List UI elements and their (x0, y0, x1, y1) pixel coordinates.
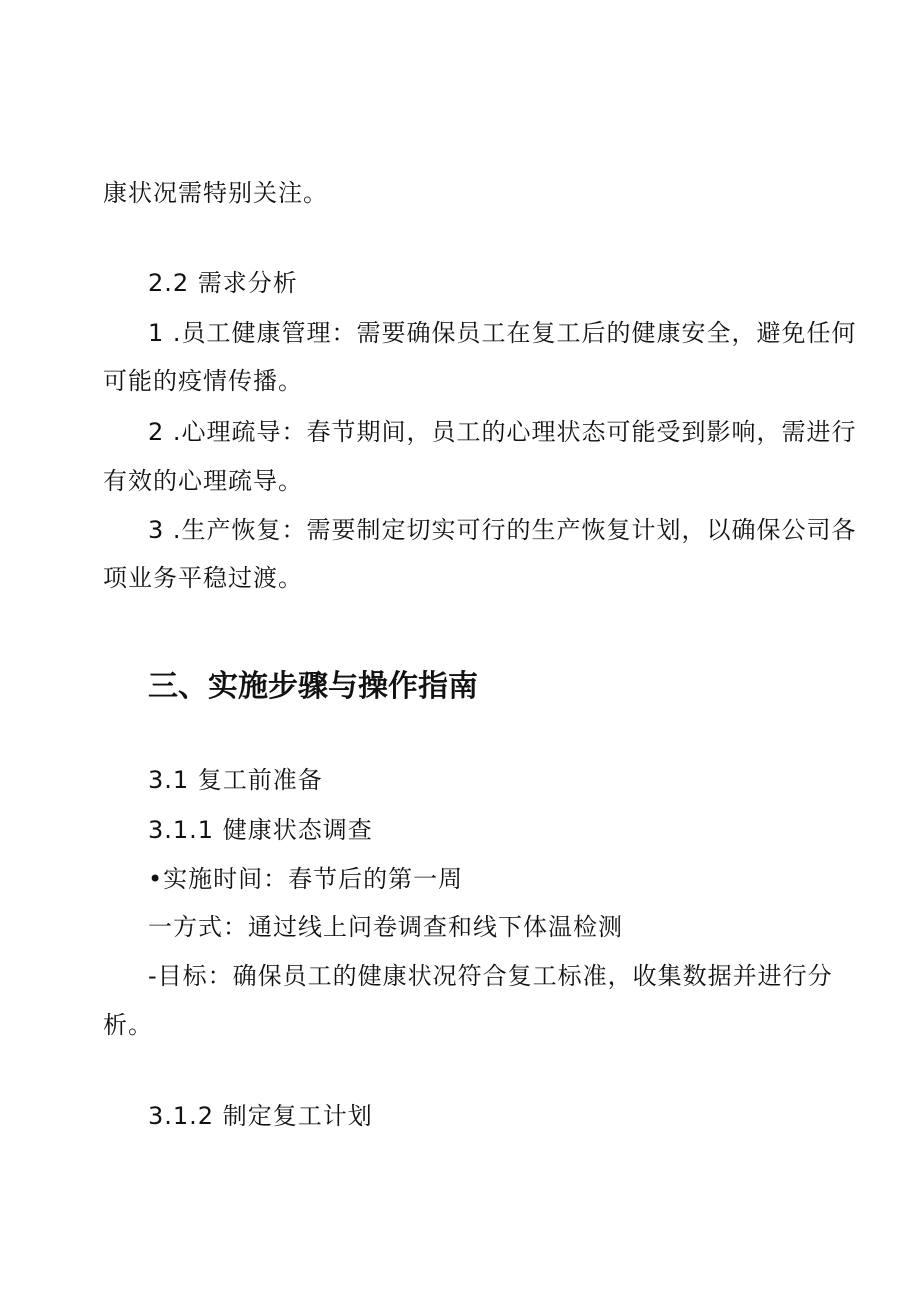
section-3-heading: 三、实施步骤与操作指南 (148, 669, 478, 704)
bullet-method: 一方式：通过线上问卷调查和线下体温检测 (148, 913, 623, 941)
bullet-goal-line-2: 析。 (103, 1011, 153, 1039)
item-3-line-1: 3 .生产恢复：需要制定切实可行的生产恢复计划，以确保公司各 (148, 516, 857, 544)
section-2-2-title: 2.2 需求分析 (148, 269, 298, 297)
bullet-time: •实施时间：春节后的第一周 (148, 865, 464, 893)
section-3-1-1-title: 3.1.1 健康状态调查 (148, 816, 373, 844)
item-1-line-2: 可能的疫情传播。 (103, 367, 303, 395)
continuation-text: 康状况需特别关注。 (103, 179, 328, 207)
section-3-1-title: 3.1 复工前准备 (148, 766, 323, 794)
item-3-line-2: 项业务平稳过渡。 (103, 564, 303, 592)
bullet-goal-line-1: -目标：确保员工的健康状况符合复工标准，收集数据并进行分 (148, 962, 833, 990)
item-2-line-2: 有效的心理疏导。 (103, 467, 303, 495)
item-2-line-1: 2 .心理疏导：春节期间，员工的心理状态可能受到影响，需进行 (148, 418, 857, 446)
item-1-line-1: 1 .员工健康管理：需要确保员工在复工后的健康安全，避免任何 (148, 319, 857, 347)
section-3-1-2-title: 3.1.2 制定复工计划 (148, 1102, 373, 1130)
